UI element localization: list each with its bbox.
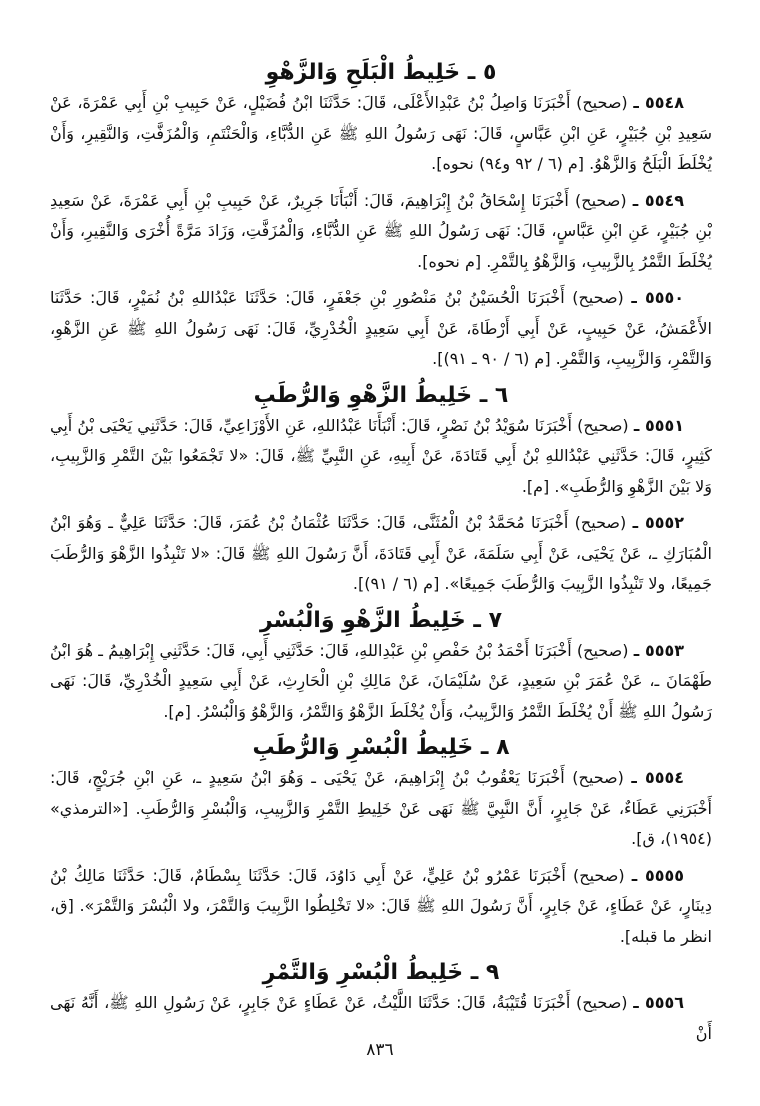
hadith-5550 bbox=[50, 283, 712, 375]
hadith-number: ٥٥٥٦ ـ bbox=[633, 993, 684, 1012]
chapter-5-heading: ٥ ـ خَلِيطُ الْبَلَحِ وَالزَّهْوِ bbox=[265, 60, 497, 85]
hadith-number: ٥٥٥٠ ـ bbox=[631, 288, 684, 307]
chapter-7-heading: ٧ ـ خَلِيطُ الزَّهْوِ وَالْبُسْرِ bbox=[259, 607, 503, 633]
chapter-9-heading: ٩ ـ خَلِيطُ الْبُسْرِ وَالتَّمْرِ bbox=[262, 960, 500, 985]
hadith-5549 bbox=[50, 186, 712, 278]
hadith-text: (صحيح) أَخْبَرَنَا يَعْقُوبُ بْنُ إِبْرَاهِيمَ، عَنْ يَحْيَى ـ وَهُوَ ابْنُ سَعِيدٍ ـ، عَنِ ابْنِ جُرَيْجٍ، قَالَ: أَخْبَرَنِي عَطَاءٌ، عَنْ جَابِرٍ، أَنَّ النَّبِيَّ ﷺ نَهَى عَنْ خَلِيطِ التَّمْرِ وَالزَّبِيبِ، وَالْبُسْرِ وَالرُّطَبِ. [«الترمذي» (١٩٥٤)، ق]. bbox=[50, 768, 712, 848]
hadith-5551 bbox=[50, 411, 712, 503]
hadith-5555 bbox=[50, 861, 712, 953]
hadith-text: (صحيح) أَخْبَرَنَا وَاصِلُ بْنُ عَبْدِالأَعْلَى، قَالَ: حَدَّثَنَا ابْنُ فُضَيْلٍ، عَنْ حَبِيبِ بْنِ أَبِي عَمْرَةَ، عَنْ سَعِيدِ بْنِ جُبَيْرٍ، عَنِ ابْنِ عَبَّاسٍ، قَالَ: نَهَى رَسُولُ اللهِ ﷺ عَنِ الدُّبَّاءِ، وَالْحَنْتَمِ، وَالْمُزَفَّتِ، وَالنَّقِيرِ، وَأَنْ يُخْلَطَ الْبَلَحُ وَالزَّهْوُ. [م (٦ / ٩٢ و٩٤) نحوه]. bbox=[50, 93, 712, 173]
hadith-text: (صحيح) أَخْبَرَنَا إِسْحَاقُ بْنُ إِبْرَاهِيمَ، قَالَ: أَنْبَأَنَا جَرِيرٌ، عَنْ حَبِيبِ بْنِ أَبِي عَمْرَةَ، عَنْ سَعِيدِ بْنِ جُبَيْرٍ، عَنِ ابْنِ عَبَّاسٍ، قَالَ: نَهَى رَسُولُ اللهِ ﷺ عَنِ الدُّبَّاءِ، وَالْمُزَفَّتِ، وَزَادَ مَرَّةً أُخْرَى وَالنَّقِيرِ، وَأَنْ يُخْلَطَ التَّمْرُ بِالزَّبِيبِ، وَالزَّهْوُ بِالتَّمْرِ. [م نحوه]. bbox=[50, 190, 712, 271]
hadith-number: ٥٥٥١ ـ bbox=[633, 415, 685, 435]
hadith-5548 bbox=[50, 88, 712, 180]
hadith-text: (صحيح) أَخْبَرَنَا عَمْرُو بْنُ عَلِيٍّ، عَنْ أَبِي دَاوُدَ، قَالَ: حَدَّثَنَا بِسْطَامٌ، قَالَ: حَدَّثَنَا مَالِكُ بْنُ دِينَارٍ، عَنْ عَطَاءٍ، عَنْ جَابِرٍ، أَنَّ رَسُولَ اللهِ ﷺ قَالَ: «لا تَخْلِطُوا الزَّبِيبَ وَالتَّمْرَ، ولا الْبُسْرَ وَالتَّمْرَ». [ق، انظر ما قبله]. bbox=[50, 865, 712, 946]
hadith-text: (صحيح) أَخْبَرَنَا أَحْمَدُ بْنُ حَفْصِ بْنِ عَبْدِاللهِ، قَالَ: حَدَّثَنِي أَبِي، قَالَ: حَدَّثَنِي إِبْرَاهِيمُ ـ هُوَ ابْنُ طَهْمَانَ ـ، عَنْ عُمَرَ بْنِ سَعِيدٍ، عَنْ سُلَيْمَانَ، عَنْ مَالِكِ بْنِ الْحَارِثِ، عَنْ أَبِي سَعِيدٍ الْخُدْرِيِّ، قَالَ: نَهَى رَسُولُ اللهِ ﷺ أَنْ يُخْلَطَ التَّمْرُ وَالزَّبِيبُ، وَأَنْ يُخْلَطَ الزَّهْوُ وَالتَّمْرُ، وَالزَّهْوُ وَالْبُسْرُ. [م]. bbox=[50, 640, 712, 721]
hadith-text: (صحيح) أَخْبَرَنَا سُوَيْدُ بْنُ نَصْرٍ، قَالَ: أَنْبَأَنَا عَبْدُاللهِ، عَنِ الأَوْزَاعِيِّ، قَالَ: حَدَّثَنِي يَحْيَى بْنُ أَبِي كَثِيرٍ، قَالَ: حَدَّثَنِي عَبْدُاللهِ بْنُ أَبِي قَتَادَةَ، عَنْ أَبِيهِ، عَنِ النَّبِيِّ ﷺ، قَالَ: «لا تَجْمَعُوا بَيْنَ التَّمْرِ وَالزَّبِيبِ، وَلا بَيْنَ الزَّهْوِ وَالرُّطَبِ». [م]. bbox=[50, 415, 712, 496]
hadith-5553 bbox=[50, 636, 712, 728]
page-body bbox=[50, 58, 712, 1055]
hadith-number: ٥٥٤٨ ـ bbox=[633, 93, 684, 112]
hadith-number: ٥٥٥٣ ـ bbox=[633, 640, 685, 660]
hadith-number: ٥٥٤٩ ـ bbox=[632, 190, 684, 210]
hadith-text: (صحيح) أَخْبَرَنَا مُحَمَّدُ بْنُ الْمُثَنَّى، قَالَ: حَدَّثَنَا عُثْمَانُ بْنُ عُمَرَ، قَالَ: حَدَّثَنَا عَلِيٌّ ـ وَهُوَ ابْنُ الْمُبَارَكِ ـ، عَنْ يَحْيَى، عَنْ أَبِي سَلَمَةَ، عَنْ أَبِي قَتَادَةَ، أَنَّ رَسُولَ اللهِ ﷺ قَالَ: «لا تَنْبِذُوا الزَّهْوَ وَالرُّطَبَ جَمِيعًا، ولا تَنْبِذُوا الزَّبِيبَ وَالرُّطَبَ جَمِيعًا». [م (٦ / ٩١)]. bbox=[50, 513, 712, 593]
hadith-text: (صحيح) أَخْبَرَنَا قُتَيْبَةُ، قَالَ: حَدَّثَنَا اللَّيْثُ، عَنْ عَطَاءٍ عَنْ جَابِرٍ، عَنْ رَسُولِ اللهِ ﷺ، أَنَّهُ نَهَى أَنْ bbox=[50, 993, 712, 1043]
hadith-number: ٥٥٥٢ ـ bbox=[632, 513, 685, 532]
hadith-text: (صحيح) أَخْبَرَنَا الْحُسَيْنُ بْنُ مَنْصُورِ بْنِ جَعْفَرٍ، قَالَ: حَدَّثَنَا عَبْدُاللهِ بْنُ نُمَيْرٍ، قَالَ: حَدَّثَنَا الأَعْمَشُ، عَنْ حَبِيبٍ، عَنْ أَبِي أَرْطَاةَ، عَنْ أَبِي سَعِيدٍ الْخُدْرِيِّ، قَالَ: نَهَى رَسُولُ اللهِ ﷺ عَنِ الزَّهْوِ، وَالتَّمْرِ، وَالزَّبِيبِ، وَالتَّمْرِ. [م (٦ / ٩٠ ـ ٩١)]. bbox=[50, 288, 712, 368]
hadith-5552 bbox=[50, 508, 712, 600]
hadith-number: ٥٥٥٥ ـ bbox=[631, 865, 685, 885]
chapter-6-heading: ٦ ـ خَلِيطُ الزَّهْوِ وَالرُّطَبِ bbox=[253, 382, 509, 408]
chapter-8-heading: ٨ ـ خَلِيطُ الْبُسْرِ وَالرُّطَبِ bbox=[252, 735, 510, 760]
hadith-number: ٥٥٥٤ ـ bbox=[631, 768, 684, 787]
page-number: ٨٣٦ bbox=[366, 1040, 394, 1060]
hadith-5554 bbox=[50, 763, 712, 855]
